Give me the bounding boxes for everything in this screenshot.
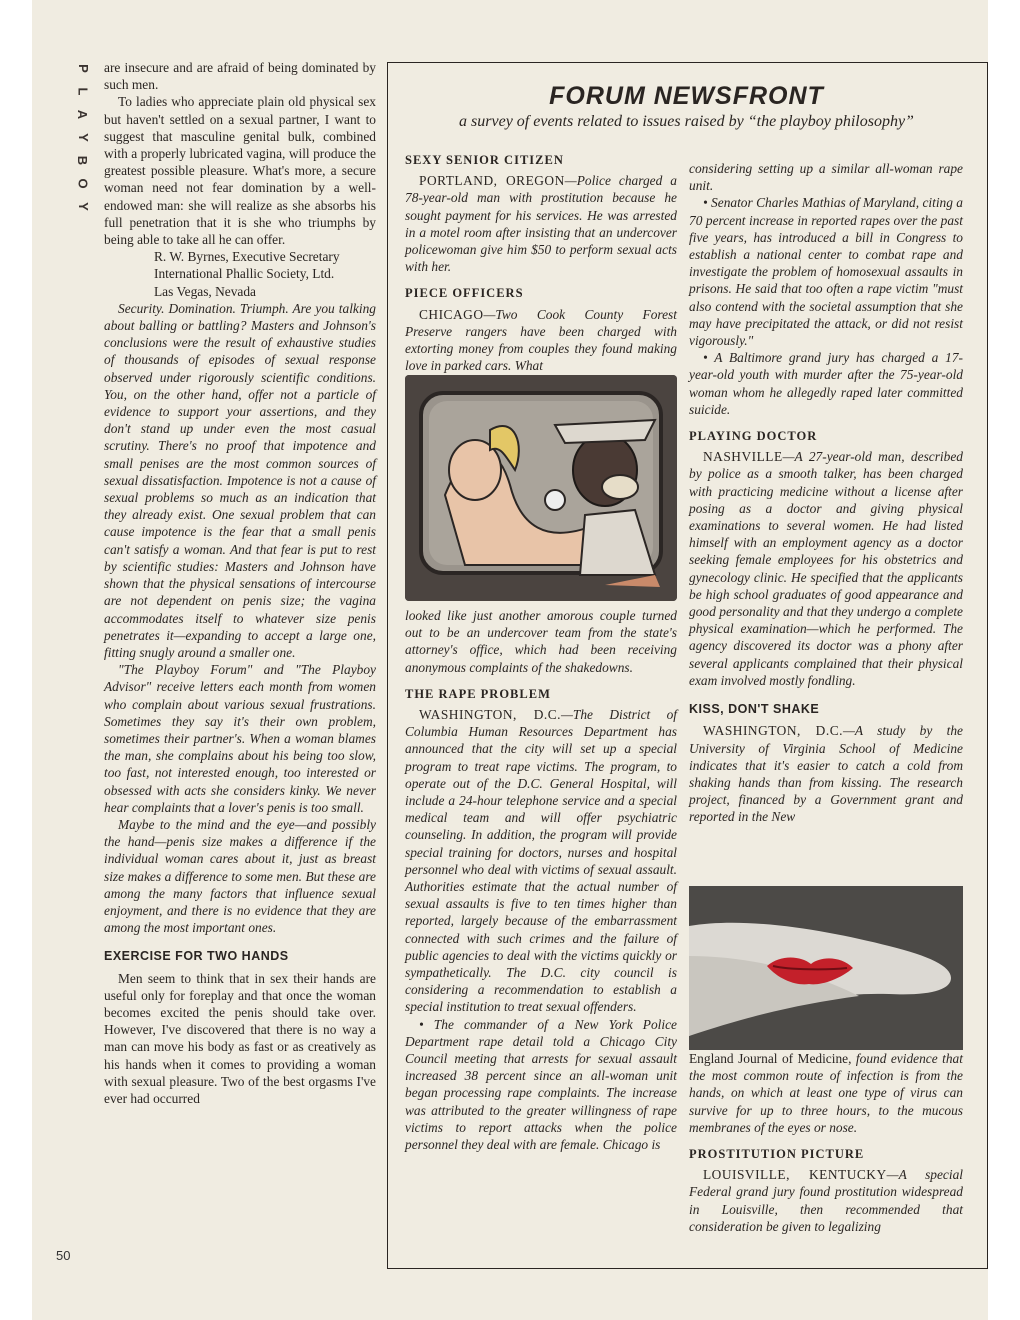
news-column-middle-lower xyxy=(405,607,677,1153)
dateline: NASHVILLE xyxy=(703,449,783,465)
dateline: LOUISVILLE, KENTUCKY xyxy=(703,1167,887,1183)
letter-paragraph: To ladies who appreciate plain old physical sex but haven't settled on a sexual partner, I want to suggest that masculine genital bulk, combined with a properly lubricated vagina, will produce the greatest possible pleasure. What's more, a secure woman need not fear domination by a well-endowed man: she will realize as she absorbs his full penetration that it is she who triumphs by being able to take all he can offer. xyxy=(104,94,376,248)
forum-title: FORUM NEWSFRONT xyxy=(549,82,824,110)
dateline: WASHINGTON, D.C. xyxy=(419,707,561,723)
dateline: PORTLAND, OREGON xyxy=(419,173,565,189)
editor-reply: Maybe to the mind and the eye—and possibly the hand—penis size makes a difference if the individual woman cares about it, just as breast size makes a difference to some men. But these are among the many factors that influence sexual enjoyment, and there is no evidence that they are among the most important ones. xyxy=(104,816,376,936)
running-head-letter: O xyxy=(75,178,91,189)
hand-lips-photo xyxy=(689,886,963,1050)
letters-column xyxy=(104,59,376,1107)
signature-location: Las Vegas, Nevada xyxy=(154,283,257,299)
news-item: • A Baltimore grand jury has charged a 17-year-old youth with murder after the 75-year-old woman whom he allegedly raped later committed suicide. xyxy=(689,350,963,417)
letter-heading: EXERCISE FOR TWO HANDS xyxy=(104,949,289,964)
signature-name: R. W. Byrnes, Executive Secretary xyxy=(154,249,340,265)
news-item: looked like just another amorous couple turned out to be an undercover team from the state's attorney's office, which had been receiving anonymous complaints of the shakedowns. xyxy=(405,608,677,675)
news-column-middle xyxy=(405,148,677,374)
news-heading: THE RAPE PROBLEM xyxy=(405,686,551,701)
letter-paragraph: are insecure and are afraid of being dominated by such men. xyxy=(104,60,376,93)
car-illustration xyxy=(405,375,677,601)
forum-subtitle: a survey of events related to issues raised by “the playboy philosophy” xyxy=(459,113,914,130)
hand-lips-photo-drawing xyxy=(689,886,963,1050)
running-head-letter: L xyxy=(75,87,91,96)
signature-organization: International Phallic Society, Ltd. xyxy=(154,266,335,282)
news-heading: PLAYING DOCTOR xyxy=(689,429,818,444)
running-head-letter: Y xyxy=(75,133,91,142)
news-item: WASHINGTON, D.C.—The District of Columbia Human Resources Department has announced that the city will set up a special program to treat rape victims. The program, to operate out of the D.C. General Hospital, will include a 24-hour telephone service and a special medical team and will offer psychiatric counseling. In addition, the program will provide special training for doctors, nurses and hospital personnel who deal with victims of sexual assault. Authorities estimate that the actual number of sexual assaults is five to ten times higher than reported, largely because of the embarrassment connected with such crimes and the failure of public agencies to deal with the victims quickly or sympathetically. The D.C. city council is considering a recommendation to establish a special institution to treat sexual offenders. xyxy=(405,707,677,1015)
news-heading: PROSTITUTION PICTURE xyxy=(689,1147,865,1162)
news-item: • Senator Charles Mathias of Maryland, citing a 70 percent increase in reported rapes over the past five years, has introduced a bill in Congress to establish a national center to combat rape and investigate the problem of homosexual assaults in prisons. He said that too often a rape victim "must also contend with the societal assumption that she may have precipitated the attack, or did not resist vigorously." xyxy=(689,195,963,349)
running-head-letter: P xyxy=(75,64,91,73)
news-item: • The commander of a New York Police Department rape detail told a Chicago City Council meeting that arrests for sexual assault increased 38 percent since an all-woman unit began processing rape complaints. The increase was attributed to the greater willingness of rape victims to report attacks when the police personnel they deal with are female. Chicago is xyxy=(405,1016,677,1153)
news-item: LOUISVILLE, KENTUCKY—A special Federal grand jury found prostitution widespread in Louisville, then recommended that consideration be given to legalizing xyxy=(689,1167,963,1234)
dateline: CHICAGO xyxy=(419,306,484,322)
news-item: CHICAGO—Two Cook County Forest Preserve rangers have been charged with extorting money from couples they found making love in parked cars. What xyxy=(405,306,677,374)
page-number: 50 xyxy=(56,1248,71,1263)
running-head-letter: A xyxy=(75,109,91,120)
running-head xyxy=(76,57,90,218)
news-item: considering setting up a similar all-woman rape unit. xyxy=(689,161,963,194)
news-item: NASHVILLE—A 27-year-old man, described by police as a smooth talker, has been charged with practicing medicine without a license after posing as a doctor and giving physical examinations to several women. He had listed himself with an employment agency as a doctor seeking female employees for his obstetrics and gynecology clinic. He specified that the applicants be high school graduates of good appearance and good personality and that they undergo a complete physical examination—which he performed. The agency discovered its doctor was a phony after several applicants complained that their physical exam involved mostly fondling. xyxy=(689,449,963,688)
news-item: England Journal of Medicine, found evidence that the most common route of infection is from the hands, on which at least one type of virus can survive for up to three hours, to the mucous membranes of the eyes or nose. xyxy=(689,1051,963,1135)
news-heading: PIECE OFFICERS xyxy=(405,286,524,301)
news-heading: SEXY SENIOR CITIZEN xyxy=(405,153,564,167)
car-illustration-drawing xyxy=(405,375,677,601)
news-column-right xyxy=(689,160,963,826)
running-head-letter: Y xyxy=(75,202,91,211)
editor-reply: Security. Domination. Triumph. Are you talking about balling or battling? Masters and Johnson's conclusions were the result of exhaustive studies of thousands of episodes of sexual response observed under rigorously scientific conditions. You, on the other hand, offer not a particle of evidence to support your assertions, and they don't stand up under even the most casual scrutiny. There's no proof that impotence and small penises are the most common sources of sexual dissatisfaction. Impotence is not a cause of sexual problems so much as an indication that they already exist. One sexual problem that can cause impotence is the fear that a small penis can't satisfy a woman. And that fear is put to rest by scientific studies: Masters and Johnson have shown that the physical sensations of intercourse are not dependent on penis size; the vagina accommodates itself to whatever size penis penetrates it—expanding to accept a large one, fitting snugly around a smaller one. xyxy=(104,300,376,660)
news-item: WASHINGTON, D.C.—A study by the University of Virginia School of Medicine indicates that it's easier to catch a cold from shaking hands than from kissing. The research project, financed by a Government grant and reported in the New xyxy=(689,723,963,825)
news-column-right-lower xyxy=(689,1050,963,1235)
news-item: PORTLAND, OREGON—Police charged a 78-year-old man with prostitution because he sought payment for his services. He was arrested in a motel room after insisting that an undercover policewoman give him $50 to perform sexual acts with her. xyxy=(405,173,677,275)
letter-paragraph: Men seem to think that in sex their hands are useful only for foreplay and that once the woman becomes excited the penis should take over. However, I've discovered that there is no way a man can move his body as fast or as creatively as his hands when it comes to providing a woman with sexual pleasure. Two of the best orgasms I've ever had occurred xyxy=(104,970,376,1106)
running-head-letter: B xyxy=(75,155,91,166)
news-heading: KISS, DON'T SHAKE xyxy=(689,702,820,717)
editor-reply: "The Playboy Forum" and "The Playboy Advisor" receive letters each month from women who complain about various sexual frustrations. Sometimes they say it's their own problem, sometimes their partner's. When a woman blames the man, she complains about his being too slow, too fast, not interested enough, too interested or obsessed with acts she considers kinky. We never hear complaints that a lover's penis is too small. xyxy=(104,662,376,815)
dateline: WASHINGTON, D.C. xyxy=(703,723,843,739)
